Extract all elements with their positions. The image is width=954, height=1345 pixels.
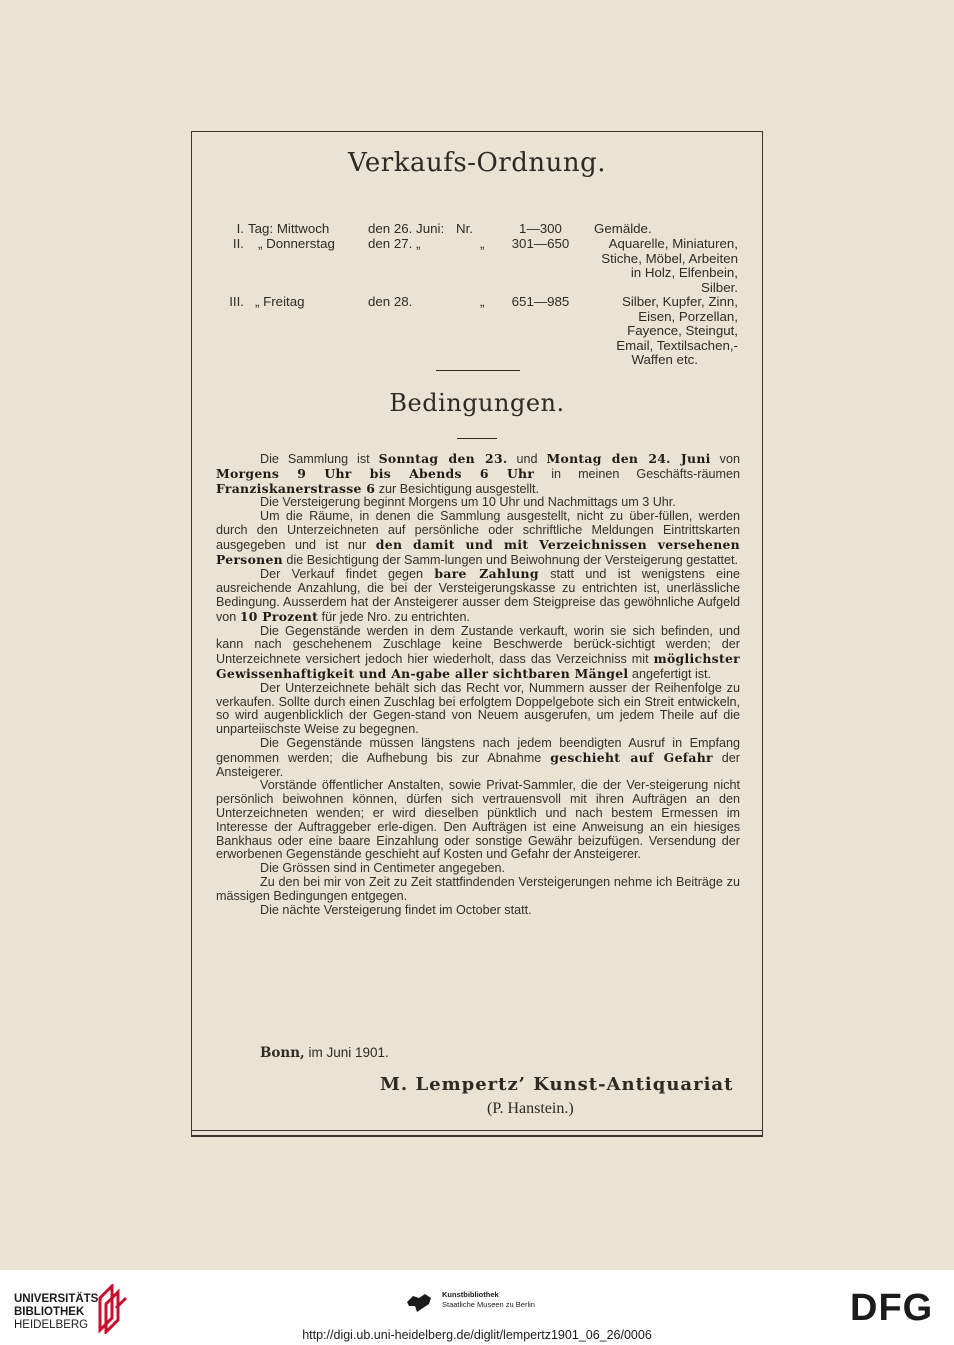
schedule-day: „ Freitag [255,294,305,309]
ub-heidelberg-logo[interactable] [14,1293,102,1332]
page-title: Verkaufs-Ordnung. [348,148,606,178]
emphasis-text: 10 Prozent [239,608,319,624]
condition-paragraph [216,904,740,918]
ub-heidelberg-mark-icon [96,1284,132,1334]
schedule-nr: Nr. [456,221,473,236]
condition-paragraph [216,452,740,496]
permalink-url[interactable]: http://digi.ub.uni-heidelberg.de/diglit/lempertz1901_06_26/0006 [302,1328,652,1342]
schedule-date: den 27. „ [368,236,421,251]
paragraph-text: in meinen Geschäfts-räumen [534,466,740,481]
paragraph-text: Zu den bei mir von Zeit zu Zeit stattfindenden Versteigerungen nehme ich Beiträge zu mässigen Bedingungen entgegen. [216,874,740,903]
kb-logo-line: Staatliche Museen zu Berlin [442,1300,535,1309]
schedule-date: den 26. Juni: [368,221,445,236]
condition-paragraph [216,682,740,737]
paragraph-text: Die nächte Versteigerung findet im October statt. [260,902,532,917]
signoff-place: Bonn, [260,1045,305,1061]
kunstbibliothek-bear-icon [405,1290,435,1314]
emphasis-text: geschieht auf Gefahr [550,749,713,765]
schedule-roman: III. [229,294,244,309]
emphasis-text: Montag den 24. Juni [546,451,711,466]
paragraph-text: und [507,452,547,466]
schedule-range: 651—985 [511,294,570,309]
schedule-item: Email, Textilsachen,- [616,337,738,353]
schedule-nr: „ [480,294,485,309]
condition-paragraph [216,625,740,682]
paragraph-text: Die Versteigerung beginnt Morgens um 10 Uhr und Nachmittags um 3 Uhr. [260,495,676,510]
paragraph-text: Um die Räume, in denen die Sammlung ausgestellt, nicht zu über-füllen, werden durch den Unterzeichneten auf persönliche oder schriftliche Meldungen Eintrittskarten ausgegeben und ist nur [216,509,740,552]
schedule-item: Gemälde. [594,221,652,236]
schedule-item: Fayence, Steingut, [627,323,738,338]
firm-name: M. Lempertz’ Kunst-Antiquariat [380,1074,734,1095]
signoff-date: im Juni 1901. [308,1045,389,1060]
firm-owner: (P. Hanstein.) [487,1100,574,1117]
conditions-heading: Bedingungen. [389,389,565,417]
schedule-item: in Holz, Elfenbein, [630,265,738,280]
paragraph-text: Die Sammlung ist [260,452,379,466]
condition-paragraph [216,510,740,567]
paragraph-text: die Besichtigung der Samm-lungen und Beiwohnung der Versteigerung gestattet. [282,552,739,567]
paragraph-text: angefertigt ist. [628,666,712,681]
condition-paragraph [216,737,740,779]
emphasis-text: möglichster Gewissenhaftigkeit und An-gabe aller sichtbaren Mängel [216,651,740,681]
schedule-nr: „ [480,236,485,251]
paragraph-text: Die Gegenstände müssen längstens nach jedem beendigten Ausruf in Empfang genommen werden; die Aufhebung bis zur Abnahme [216,735,740,765]
divider-rule-short [457,438,497,439]
paragraph-text: Der Unterzeichnete behält sich das Recht vor, Nummern ausser der Reihenfolge zu verkaufen. Sollte durch einen Zuschlag bei erfolgtem Doppelgebote sich ein Streit entwickeln, so wird augenblicklich der Gegen-stand von Neuem ausgerufen, um jedem Theile auf die unparteiischste Weise zu begegnen. [216,680,740,737]
condition-paragraph [216,862,740,876]
schedule-day: Tag: Mittwoch [248,221,330,236]
paragraph-text: Vorstände öffentlicher Anstalten, sowie Privat-Sammler, die der Ver-steigerung nicht persönlich beiwohnen können, dürfen sich vertrauensvoll mit ihren Aufträgen an den Unterzeichneten wenden; er wird dieselben pünktlich und nach bestem Ermessen im Interesse der Auftraggeber erle-digen. Den Aufträgen ist eine Anweisung an ein hiesiges Bankhaus oder eine baare Einzahlung oder sonstige Gewähr beizufügen. Versendung der erworbenen Gegenstände geschieht auf Kosten und Gefahr der Ansteigerer. [216,778,740,862]
paragraph-text: von [710,452,740,466]
emphasis-text: Sonntag den 23. [378,451,508,466]
schedule-item: Stiche, Möbel, Arbeiten [601,250,738,266]
schedule-item: Waffen etc. [631,352,698,367]
dfg-logo[interactable]: DFG [850,1287,934,1329]
condition-paragraph [216,876,740,904]
schedule-range: 1—300 [519,221,562,236]
schedule-item: Silber, Kupfer, Zinn, [621,294,738,309]
paragraph-text: für jede Nro. zu entrichten. [318,609,471,624]
kb-logo-line: Kunstbibliothek [442,1290,499,1299]
schedule-day: „ Donnerstag [258,236,335,251]
divider-rule [436,370,520,371]
paragraph-text: zur Besichtigung ausgestellt. [375,481,540,496]
condition-paragraph [216,496,740,510]
page-border-double-line [191,1130,763,1131]
paragraph-text: statt und ist wenigstens eine ausreichende Anzahlung, die bei der Versteigerungskasse zu entrichten ist, unerlässliche Bedingung. Ausserdem hat der Ansteigerer ausser dem Steigpreise das gewöhnliche Aufgeld von [216,567,740,624]
emphasis-text: bare Zahlung [434,566,539,582]
ub-logo-line: HEIDELBERG [14,1319,89,1331]
emphasis-text: Morgens 9 Uhr bis Abends 6 Uhr [216,465,535,481]
schedule-item: Aquarelle, Miniaturen, [608,236,738,251]
schedule-date: den 28. [368,294,413,309]
paragraph-text: Die Grössen sind in Centimeter angegeben. [260,861,506,876]
ub-logo-line: BIBLIOTHEK [14,1306,85,1318]
schedule-roman: I. [236,221,244,236]
conditions-text [216,452,740,917]
condition-paragraph [216,779,740,862]
schedule-item: Eisen, Porzellan, [638,308,738,324]
emphasis-text: Franziskanerstrasse 6 [216,480,376,496]
kunstbibliothek-logo[interactable] [442,1290,535,1310]
condition-paragraph [216,567,740,624]
schedule-roman: II. [232,236,244,251]
ub-logo-line: UNIVERSITÄTS- [14,1293,103,1305]
schedule-item: Silber. [701,279,738,295]
paragraph-text: Die Gegenstände werden in dem Zustande verkauft, worin sie sich befinden, und kann nach geschehenem Zuschlage keine Beschwerde berück-sichtigt werden; der Unterzeichnete versichert jedoch hier wiederholt, dass das Verzeichniss mit [216,623,740,667]
schedule-range: 301—650 [511,236,570,251]
signoff [260,1045,389,1061]
paragraph-text: Der Verkauf findet gegen [260,567,435,582]
paragraph-text: der Ansteigerer. [216,750,740,779]
emphasis-text: den damit und mit Verzeichnissen versehenen Personen [216,536,740,567]
